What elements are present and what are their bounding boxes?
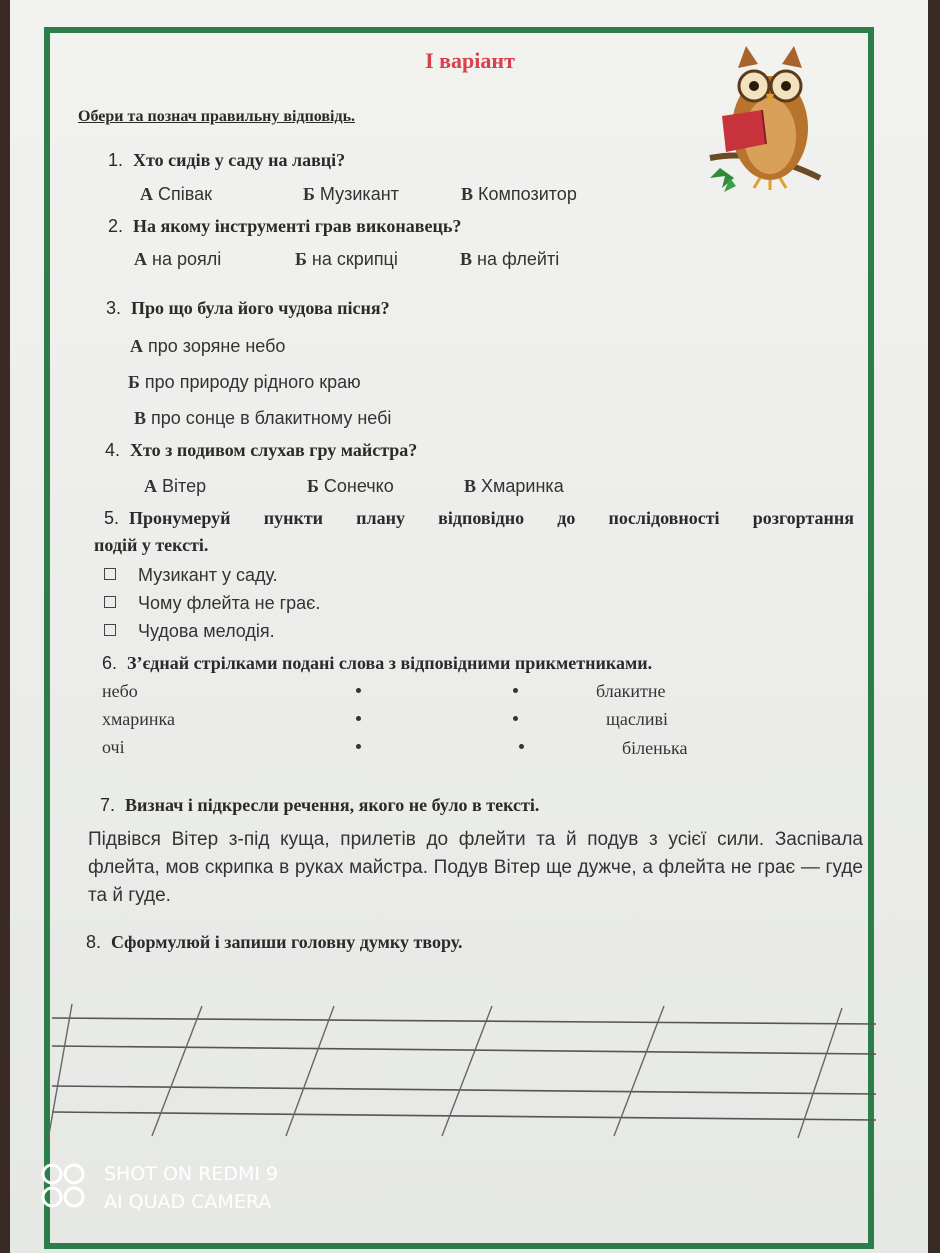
match-dot[interactable]	[356, 744, 361, 749]
answer-option[interactable]: А на роялі	[134, 249, 222, 269]
question-number: 5.	[104, 508, 120, 528]
checkbox-icon[interactable]	[104, 568, 116, 580]
question-5	[104, 508, 854, 529]
match-dot[interactable]	[356, 716, 361, 721]
watermark-line-1: SHOT ON REDMI 9	[104, 1163, 279, 1185]
question-4	[105, 440, 417, 461]
match-adjective: щасливі	[606, 709, 668, 729]
plan-item[interactable]: Музикант у саду.	[104, 565, 278, 586]
answer-option[interactable]: А про зоряне небо	[130, 336, 286, 356]
answer-option[interactable]: А Співак	[140, 184, 213, 204]
match-dot[interactable]	[519, 744, 524, 749]
question-number: 1.	[108, 150, 124, 170]
question-7	[100, 795, 539, 816]
camera-logo-icon	[40, 1162, 88, 1210]
plan-item[interactable]: Чому флейта не грає.	[104, 593, 320, 614]
question-text: На якому інструменті грав виконавець?	[133, 216, 462, 236]
answer-option[interactable]: А Вітер	[144, 476, 207, 496]
question-number: 3.	[106, 298, 122, 318]
match-adjective: біленька	[622, 738, 688, 758]
question-5-continued: подій у тексті.	[94, 535, 209, 555]
plan-item[interactable]: Чудова мелодія.	[104, 621, 275, 642]
instruction-text: Обери та познач правильну відповідь.	[78, 108, 356, 125]
checkbox-icon[interactable]	[104, 624, 116, 636]
question-number: 8.	[86, 932, 102, 952]
answer-option[interactable]: В на флейті	[460, 249, 560, 269]
watermark-line-2: AI QUAD CAMERA	[104, 1191, 272, 1213]
answer-option[interactable]: Б Сонечко	[307, 476, 394, 496]
question-3	[106, 298, 390, 319]
match-word: очі	[102, 737, 125, 757]
match-dot[interactable]	[356, 688, 361, 693]
question-text: Пронумеруй пункти плану відповідно до послідовності розгортання	[129, 508, 854, 528]
question-text: З’єднай стрілками подані слова з відповідними прикметниками.	[127, 653, 653, 673]
page-title: І варіант	[425, 48, 515, 73]
question-text: Сформулюй і запиши головну думку твору.	[111, 932, 463, 952]
question-number: 6.	[102, 653, 118, 673]
answer-option[interactable]: Б про природу рідного краю	[128, 372, 361, 392]
answer-option[interactable]: В про сонце в блакитному небі	[134, 408, 392, 428]
question-2	[108, 216, 461, 237]
match-dot[interactable]	[513, 716, 518, 721]
writing-lines[interactable]	[0, 990, 940, 1150]
match-word: хмаринка	[102, 709, 175, 729]
question-number: 7.	[100, 795, 116, 815]
question-number: 4.	[105, 440, 121, 460]
question-text: Хто сидів у саду на лавці?	[133, 150, 346, 170]
match-adjective: блакитне	[596, 681, 666, 701]
text-passage[interactable]: Підвівся Вітер з-під куща, прилетів до флейти та й подув з усієї сили. Заспівала флейта, мов скрипка в руках майстра. Подув Вітер ще дужче, а флейта не грає — гуде та й гуде.	[88, 829, 863, 906]
match-word: небо	[102, 681, 138, 701]
answer-option[interactable]: В Композитор	[461, 184, 577, 204]
question-1	[108, 150, 345, 171]
answer-option[interactable]: Б Музикант	[303, 184, 399, 204]
question-text: Хто з подивом слухав гру майстра?	[130, 440, 418, 460]
match-dot[interactable]	[513, 688, 518, 693]
owl-icon	[700, 38, 830, 203]
question-text: Про що була його чудова пісня?	[131, 298, 390, 318]
answer-option[interactable]: Б на скрипці	[295, 249, 398, 269]
question-number: 2.	[108, 216, 124, 236]
question-8	[86, 932, 462, 953]
answer-option[interactable]: В Хмаринка	[464, 476, 564, 496]
checkbox-icon[interactable]	[104, 596, 116, 608]
question-6	[102, 653, 652, 674]
question-text: Визнач і підкресли речення, якого не було в тексті.	[125, 795, 540, 815]
